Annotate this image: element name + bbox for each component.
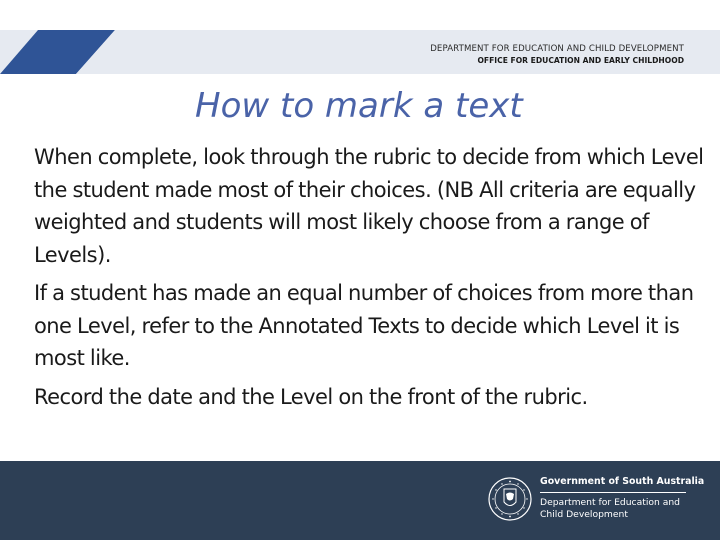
sa-government-crest-icon xyxy=(487,476,533,522)
footer-band xyxy=(0,461,720,540)
government-name: Government of South Australia xyxy=(540,476,705,487)
government-logo-text xyxy=(540,476,705,521)
department-header xyxy=(430,43,684,67)
footer-divider xyxy=(540,492,686,493)
slide-body xyxy=(34,141,704,419)
department-header-line1: DEPARTMENT FOR EDUCATION AND CHILD DEVELOPMENT xyxy=(430,44,684,54)
body-paragraph-2: If a student has made an equal number of choices from more than one Level, refer to the Annotated Texts to decide which Level it is most like. xyxy=(34,281,694,370)
footer-department-line1: Department for Education and xyxy=(540,497,681,508)
body-paragraph-3: Record the date and the Level on the front of the rubric. xyxy=(34,384,588,409)
department-header-line2: OFFICE FOR EDUCATION AND EARLY CHILDHOOD xyxy=(477,56,684,65)
slide-title: How to mark a text xyxy=(195,86,523,126)
footer-department-line2: Child Development xyxy=(540,509,628,520)
body-paragraph-1: When complete, look through the rubric to decide from which Level the student made most of their choices. (NB All criteria are equally weighted and students will most likely choose from a range of Levels). xyxy=(34,145,704,267)
